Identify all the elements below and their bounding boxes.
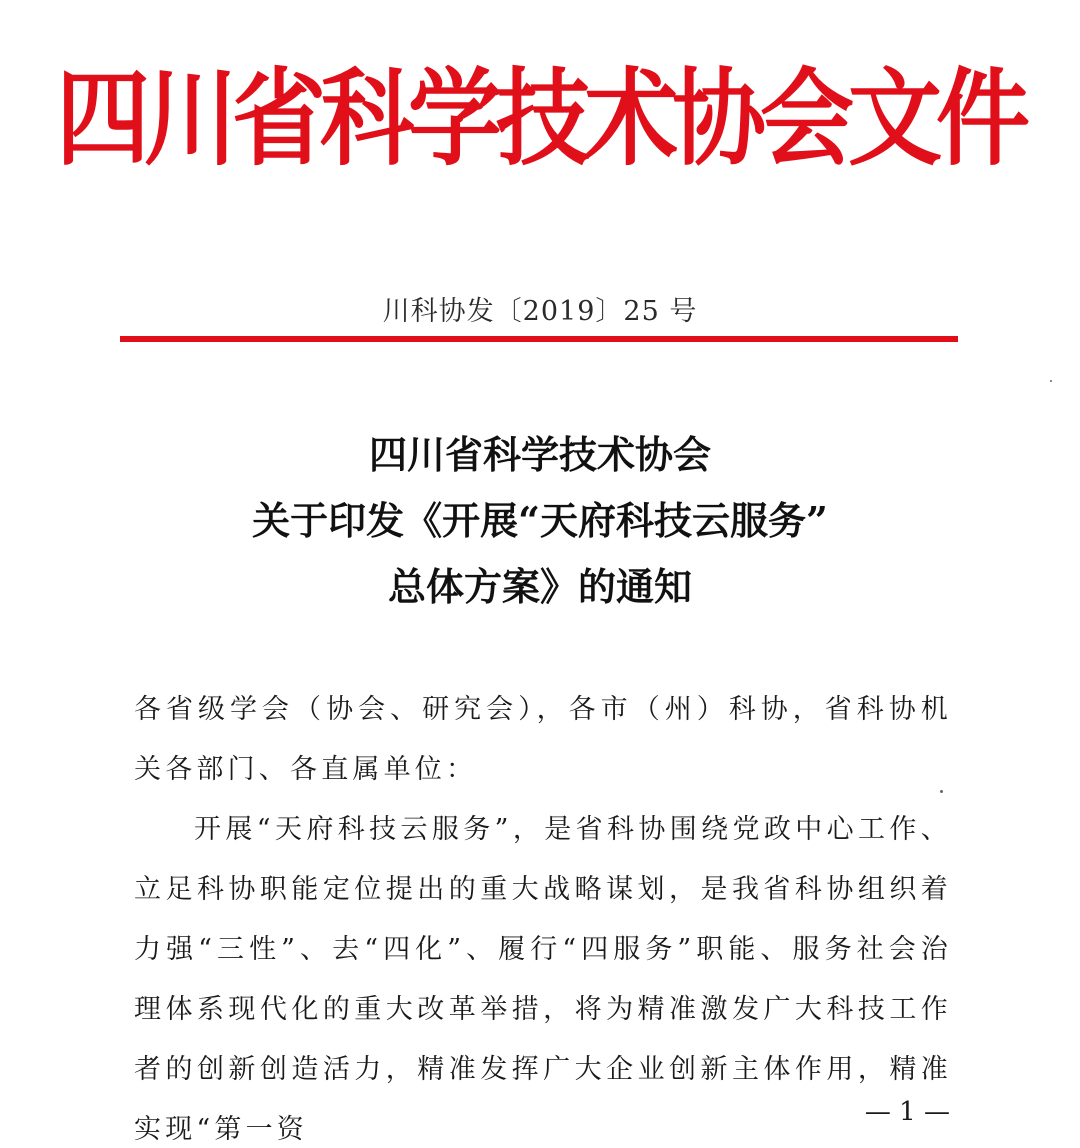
scan-speck [940, 790, 943, 793]
masthead-title: 四川省科学技术协会文件 [55, 57, 1024, 181]
salutation: 各省级学会（协会、研究会），各市（州）科协，省科协机关各部门、各直属单位： [134, 694, 952, 785]
scan-speck [1050, 380, 1052, 382]
notice-body [134, 680, 952, 1148]
notice-title-line-2: 关于印发《开展“天府科技云服务” [252, 498, 828, 543]
page-number: — 1 — [864, 1097, 950, 1127]
document-number: 川科协发〔2019〕25 号 [382, 296, 698, 327]
notice-title-line-1: 四川省科学技术协会 [368, 432, 711, 477]
notice-title-line-3: 总体方案》的通知 [387, 564, 692, 609]
body-paragraph: 开展“天府科技云服务”，是省科协围绕党政中心工作、立足科协职能定位提出的重大战略谋划，是我省科协组织着力强“三性”、去“四化”、履行“四服务”职能、服务社会治理体系现代化的重大改革举措，将为精准激发广大科技工作者的创新创造活力，精准发挥广大企业创新主体作用，精准实现“第一资 [134, 814, 952, 1145]
notice-title [0, 422, 1080, 620]
red-separator-rule [120, 336, 958, 342]
